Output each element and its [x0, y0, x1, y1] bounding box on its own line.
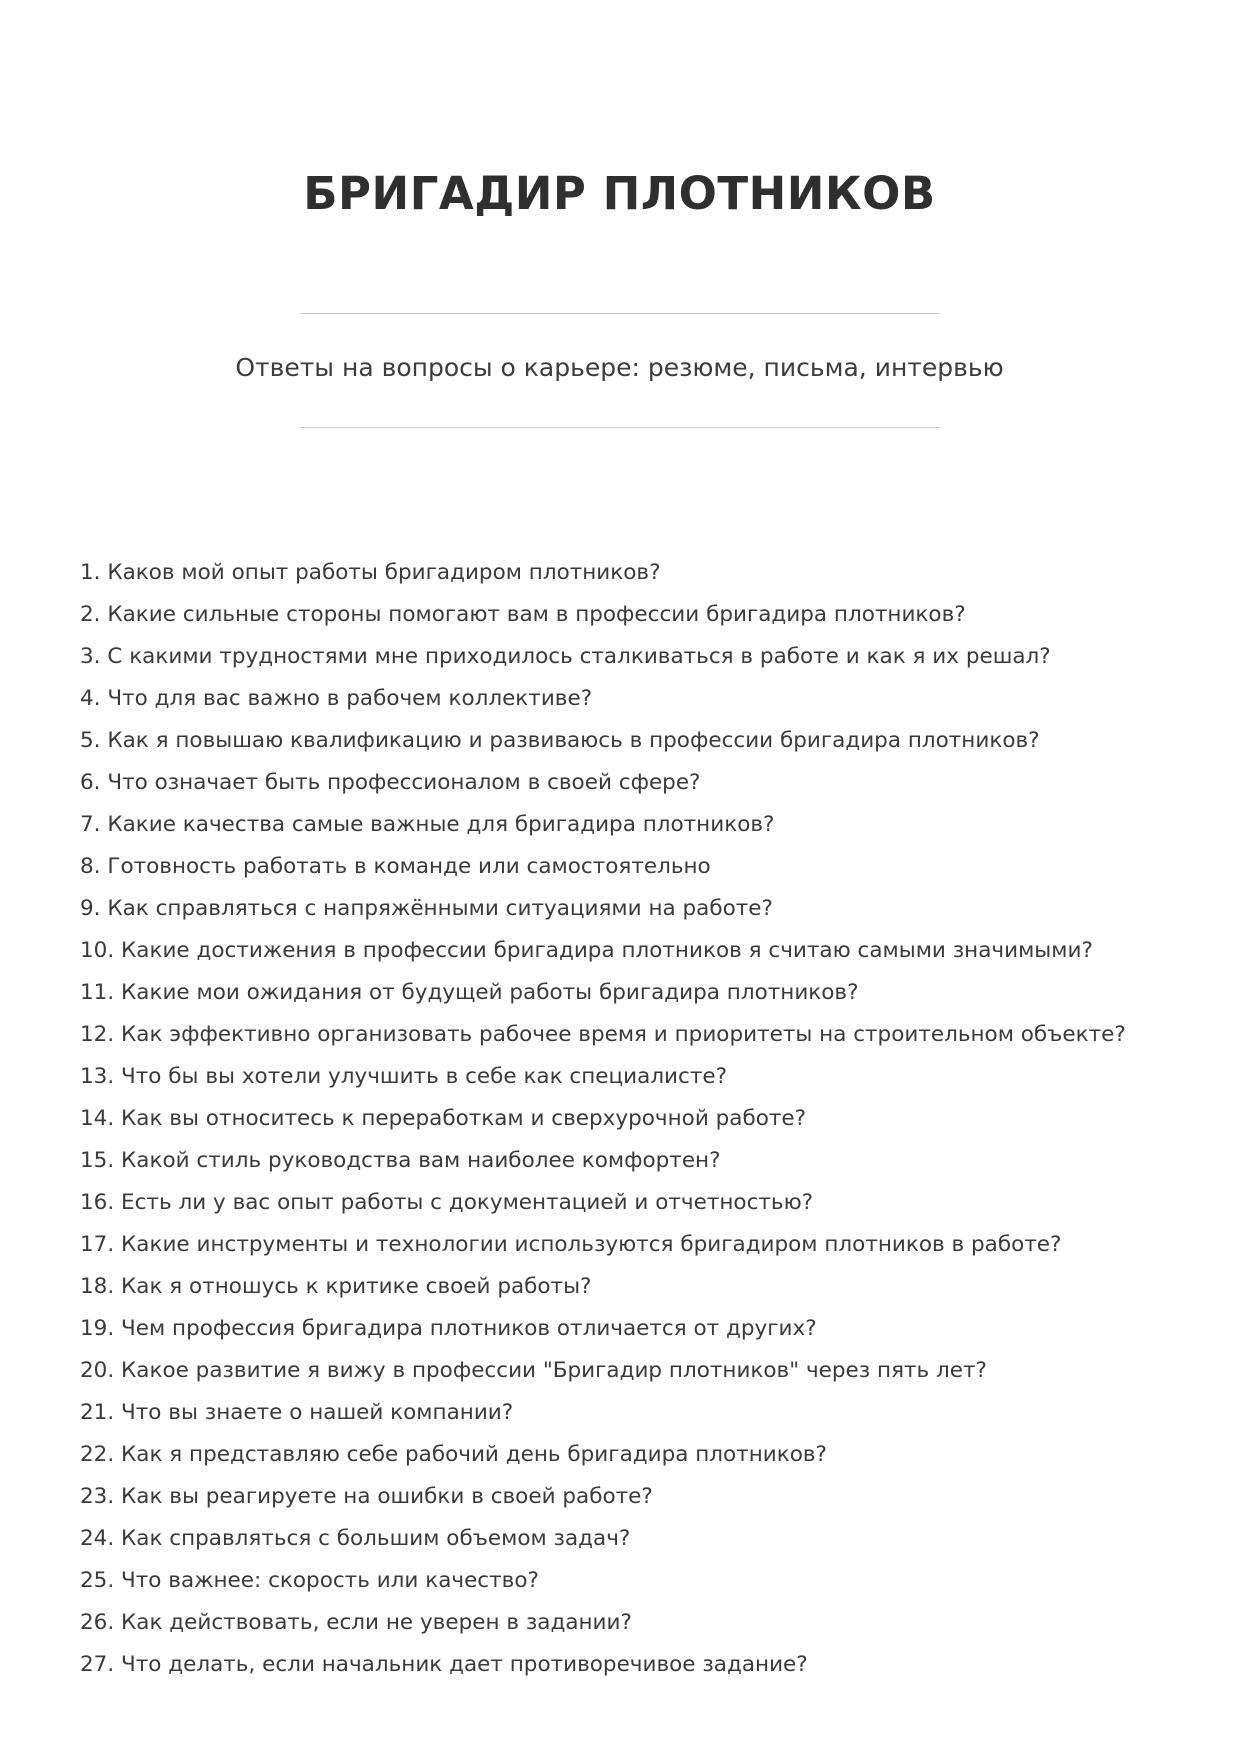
list-item: 10. Какие достижения в профессии бригадира плотников я считаю самыми значимыми? [80, 938, 1093, 964]
list-item: 9. Как справляться с напряжёнными ситуациями на работе? [80, 896, 773, 922]
list-item: 6. Что означает быть профессионалом в своей сфере? [80, 770, 701, 796]
list-item: 11. Какие мои ожидания от будущей работы бригадира плотников? [80, 980, 859, 1006]
list-item: 12. Как эффективно организовать рабочее время и приоритеты на строительном объекте? [80, 1022, 1126, 1048]
list-item: 27. Что делать, если начальник дает противоречивое задание? [80, 1652, 808, 1678]
list-item: 23. Как вы реагируете на ошибки в своей работе? [80, 1484, 653, 1510]
list-item: 14. Как вы относитесь к переработкам и сверхурочной работе? [80, 1106, 807, 1132]
list-item: 17. Какие инструменты и технологии используются бригадиром плотников в работе? [80, 1232, 1062, 1258]
list-item: 1. Каков мой опыт работы бригадиром плотников? [80, 560, 661, 586]
list-item: 19. Чем профессия бригадира плотников отличается от других? [80, 1316, 817, 1342]
list-item: 13. Что бы вы хотели улучшить в себе как специалисте? [80, 1064, 728, 1090]
list-item: 5. Как я повышаю квалификацию и развиваюсь в профессии бригадира плотников? [80, 728, 1040, 754]
list-item: 15. Какой стиль руководства вам наиболее комфортен? [80, 1148, 721, 1174]
page-title: БРИГАДИР ПЛОТНИКОВ [303, 167, 936, 220]
list-item: 24. Как справляться с большим объемом задач? [80, 1526, 631, 1552]
list-item: 22. Как я представляю себе рабочий день бригадира плотников? [80, 1442, 827, 1468]
list-item: 3. С какими трудностями мне приходилось сталкиваться в работе и как я их решал? [80, 644, 1051, 670]
list-item: 26. Как действовать, если не уверен в задании? [80, 1610, 632, 1636]
list-item: 18. Как я отношусь к критике своей работы? [80, 1274, 592, 1300]
list-item: 21. Что вы знаете о нашей компании? [80, 1400, 514, 1426]
list-item: 20. Какое развитие я вижу в профессии "Бригадир плотников" через пять лет? [80, 1358, 987, 1384]
list-item: 4. Что для вас важно в рабочем коллективе? [80, 686, 593, 712]
list-item: 8. Готовность работать в команде или самостоятельно [80, 854, 711, 880]
list-item: 16. Есть ли у вас опыт работы с документацией и отчетностью? [80, 1190, 814, 1216]
list-item: 25. Что важнее: скорость или качество? [80, 1568, 539, 1594]
question-list [0, 428, 1239, 1676]
list-item: 2. Какие сильные стороны помогают вам в профессии бригадира плотников? [80, 602, 966, 628]
list-item: 7. Какие качества самые важные для бригадира плотников? [80, 812, 775, 838]
document-subtitle: Ответы на вопросы о карьере: резюме, письма, интервью [235, 352, 1004, 382]
